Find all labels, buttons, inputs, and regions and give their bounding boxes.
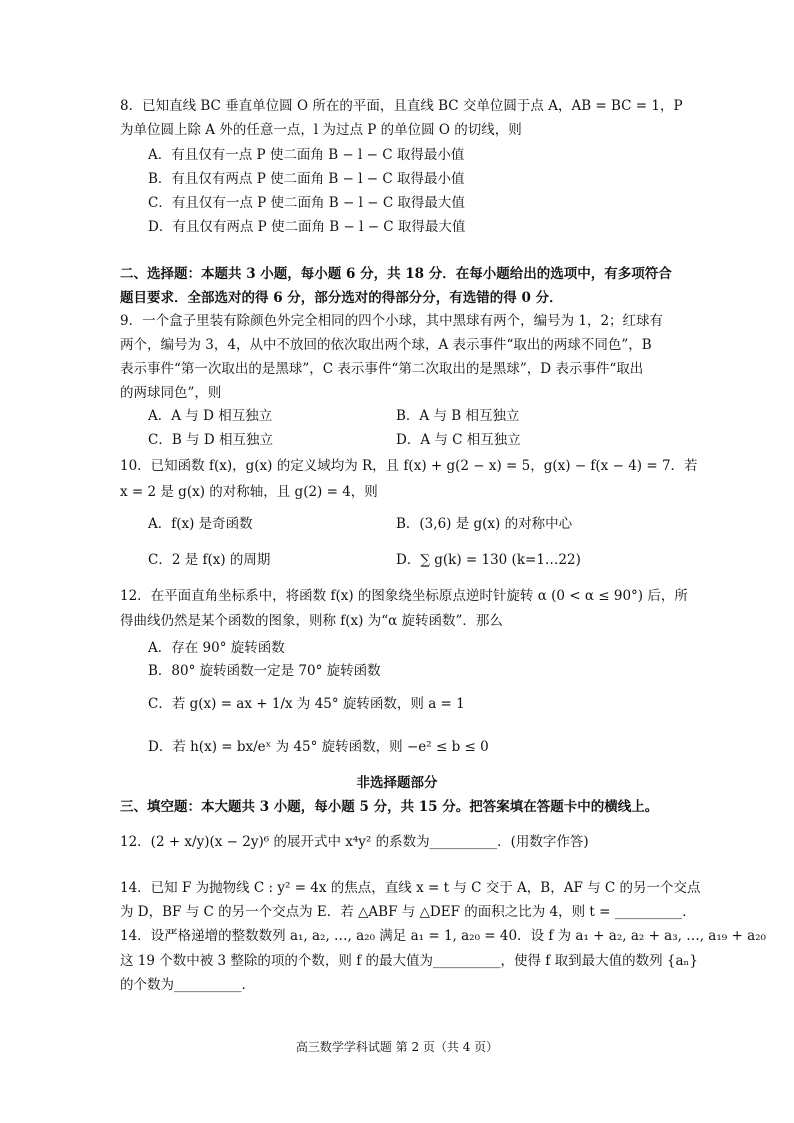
q12a-option-c: C．若 g(x) = ax + 1/x 为 45° 旋转函数，则 a = 1 [148,696,465,712]
q12b-line: 12．(2 + x/y)(x − 2y)⁶ 的展开式中 x⁴y² 的系数为__________．(用数字作答) [120,834,589,850]
q9-line-4: 的两球同色”，则 [120,385,222,401]
q10-option-d: D．∑ g(k) = 130 (k=1…22) [396,552,581,568]
q14b-line-1: 14．设严格递增的整数数列 a₁, a₂, …, a₂₀ 满足 a₁ = 1, a₂₀ = 40．设 f 为 a₁ + a₂, a₂ + a₃, …, a₁₉ + a₂₀ [120,928,766,944]
q14a-line-2: 为 D，BF 与 C 的另一个交点为 E．若 △ABF 与 △DEF 的面积之比为 4，则 t = __________． [120,904,696,920]
q8-option-b: B．有且仅有两点 P 使二面角 B − l − C 取得最小值 [148,171,465,187]
q8-option-a: A．有且仅有一点 P 使二面角 B − l − C 取得最小值 [148,147,465,163]
q8-line-1: 8．已知直线 BC 垂直单位圆 O 所在的平面，且直线 BC 交单位圆于点 A，AB = BC = 1，P [120,98,683,114]
q9-option-c: C．B 与 D 相互独立 [148,432,273,448]
q14b-line-2: 这 19 个数中被 3 整除的项的个数，则 f 的最大值为__________，使得 f 取到最大值的数列 {aₙ} [120,953,698,969]
q9-option-b: B．A 与 B 相互独立 [396,408,520,424]
q14b-line-3: 的个数为__________． [120,977,255,993]
q14a-line-1: 14．已知 F 为抛物线 C : y² = 4x 的焦点，直线 x = t 与 C 交于 A，B，AF 与 C 的另一个交点 [120,880,701,896]
q10-option-c: C．2 是 f(x) 的周期 [148,552,271,568]
q10-option-b: B．(3,6) 是 g(x) 的对称中心 [396,516,573,532]
q10-line-1: 10．已知函数 f(x)，g(x) 的定义域均为 R，且 f(x) + g(2 − x) = 5，g(x) − f(x − 4) = 7．若 [120,458,698,474]
q10-option-a: A．f(x) 是奇函数 [148,516,253,532]
q8-option-c: C．有且仅有一点 P 使二面角 B − l − C 取得最大值 [148,195,465,211]
section2-heading-1: 二、选择题：本题共 3 小题，每小题 6 分，共 18 分．在每小题给出的选项中，有多项符合 [120,266,672,282]
q8-option-d: D．有且仅有两点 P 使二面角 B − l − C 取得最大值 [148,219,466,235]
section3-heading: 三、填空题：本大题共 3 小题，每小题 5 分，共 15 分。把答案填在答题卡中的横线上。 [120,799,659,815]
q12a-option-b: B．80° 旋转函数一定是 70° 旋转函数 [148,663,381,679]
q9-option-d: D．A 与 C 相互独立 [396,432,521,448]
q12a-option-a: A．存在 90° 旋转函数 [148,640,285,656]
q9-line-3: 表示事件“第一次取出的是黑球”，C 表示事件“第二次取出的是黑球”，D 表示事件“取出 [120,361,644,377]
q9-option-a: A．A 与 D 相互独立 [148,408,273,424]
q12a-line-1: 12．在平面直角坐标系中，将函数 f(x) 的图象绕坐标原点逆时针旋转 α (0 < α ≤ 90°) 后，所 [120,588,688,604]
q12a-option-d: D．若 h(x) = bx/eˣ 为 45° 旋转函数，则 −e² ≤ b ≤ 0 [148,739,489,755]
q9-line-2: 两个，编号为 3，4，从中不放回的依次取出两个球，A 表示事件“取出的两球不同色”，B [120,337,652,353]
nonchoice-heading: 非选择题部分 [356,775,438,791]
q12a-line-2: 得曲线仍然是某个函数的图象，则称 f(x) 为“α 旋转函数”．那么 [120,613,503,629]
q9-line-1: 9．一个盒子里装有除颜色外完全相同的四个小球，其中黑球有两个，编号为 1，2；红球有 [120,313,664,329]
q10-line-2: x = 2 是 g(x) 的对称轴，且 g(2) = 4，则 [120,484,378,500]
q8-line-2: 为单位圆上除 A 外的任意一点，l 为过点 P 的单位圆 O 的切线，则 [120,122,522,138]
section2-heading-2: 题目要求．全部选对的得 6 分，部分选对的得部分分，有选错的得 0 分． [120,290,563,306]
page-footer: 高三数学学科试题 第 2 页（共 4 页） [295,1040,499,1054]
